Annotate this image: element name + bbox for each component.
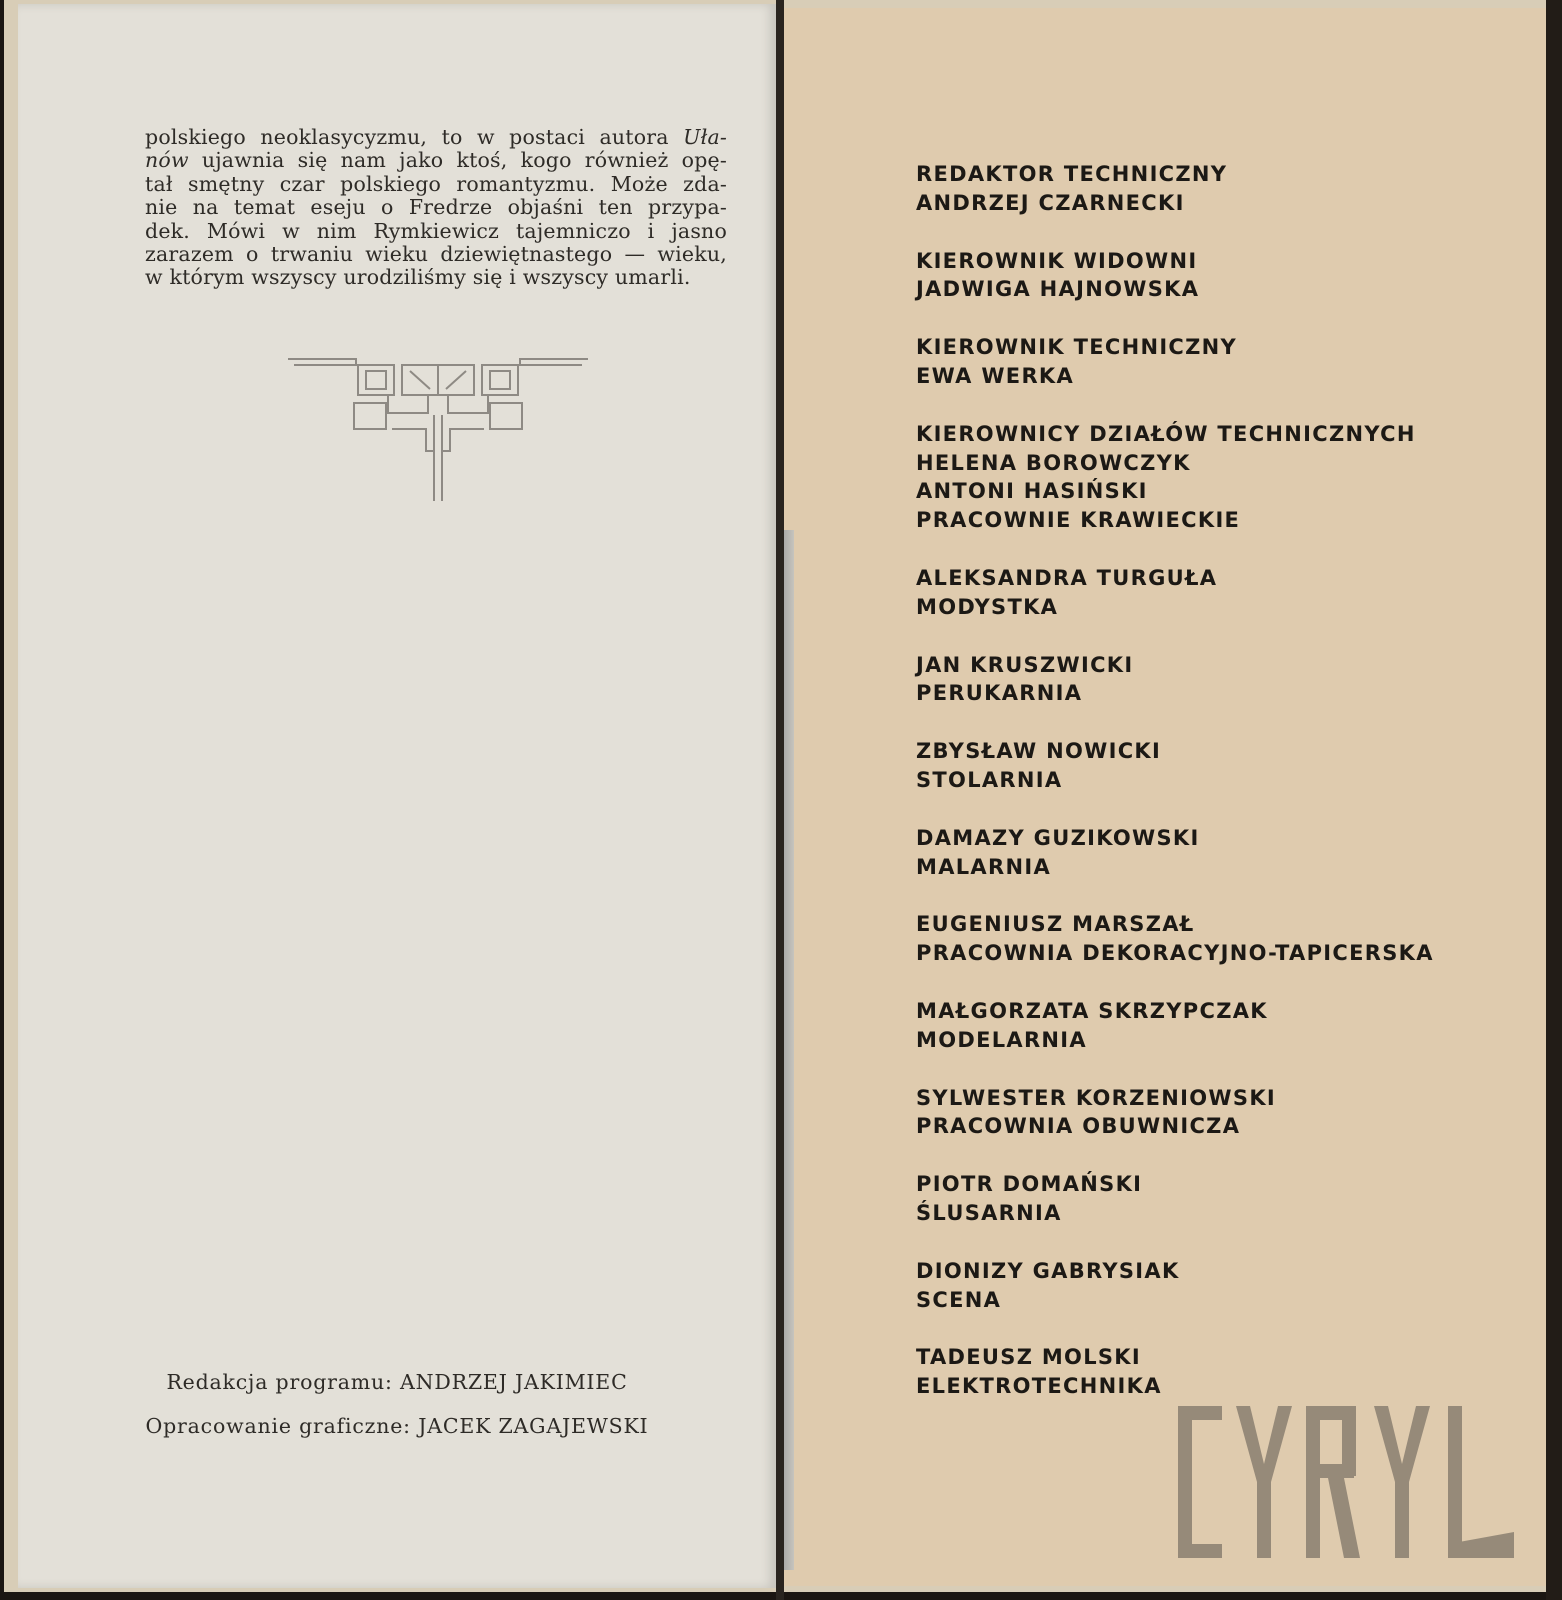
staff-line: STOLARNIA [916,767,1063,792]
staff-line: ALEKSANDRA TURGUŁA [916,565,1218,590]
staff-line: ANTONI HASIŃSKI [916,479,1148,504]
staff-line: JADWIGA HAJNOWSKA [916,277,1200,302]
staff-entry [916,333,1536,391]
staff-line: ŚLUSARNIA [916,1200,1062,1225]
essay-line [145,220,727,243]
essay-line [145,126,727,149]
cyryl-logo-icon [1178,1402,1518,1562]
staff-line: MAŁGORZATA SKRZYPCZAK [916,998,1268,1023]
credit-editor: Redakcja programu: ANDRZEJ JAKIMIEC [166,1370,628,1394]
essay-line-text: nie na temat eseju o Fredrze objaśni ten przypa- [145,195,727,220]
staff-line: PRACOWNIE KRAWIECKIE [916,508,1241,533]
staff-entry [916,997,1536,1055]
essay-line [145,196,727,219]
staff-entry [916,1170,1536,1228]
essay-line [145,243,727,266]
essay-line-text: dek. Mówi w nim Rymkiewicz tajemniczo i jasno [145,218,727,243]
essay-line-italic: Uła- [683,125,727,149]
essay-line-text: zarazem o trwaniu wieku dziewiętnastego — wieku, [145,242,727,267]
staff-entry [916,1084,1536,1142]
staff-line: DAMAZY GUZIKOWSKI [916,825,1200,850]
essay-line-text: w którym wszyscy urodziliśmy się i wszyscy umarli. [145,265,691,290]
staff-entry [916,420,1536,535]
staff-line: KIEROWNICY DZIAŁÓW TECHNICZNYCH [916,421,1416,446]
staff-line: HELENA BOROWCZYK [916,450,1191,475]
staff-role: KIEROWNIK TECHNICZNY [916,335,1238,360]
staff-line: PRACOWNIA OBUWNICZA [916,1114,1241,1139]
staff-line: JAN KRUSZWICKI [916,652,1134,677]
essay-line [145,173,727,196]
staff-list [916,160,1536,1430]
staff-line: DIONIZY GABRYSIAK [916,1258,1180,1283]
essay-line [145,149,727,172]
greek-key-ornament-icon [288,355,588,505]
staff-line: ZBYSŁAW NOWICKI [916,739,1162,764]
staff-entry [916,651,1536,709]
essay-line [145,266,727,289]
essay-line-text: polskiego neoklasycyzmu, to w postaci autora [145,125,684,149]
staff-role: REDAKTOR TECHNICZNY [916,162,1228,186]
staff-line: PIOTR DOMAŃSKI [916,1172,1143,1197]
essay-line-italic: nów [145,148,189,173]
staff-line: SCENA [916,1287,1002,1312]
staff-line: PRACOWNIA DEKORACYJNO-TAPICERSKA [916,941,1434,966]
staff-entry [916,824,1536,882]
staff-line: EWA WERKA [916,363,1075,388]
staff-entry [916,1343,1536,1401]
spine-tape [784,530,794,1570]
staff-entry [916,247,1536,305]
staff-line: TADEUSZ MOLSKI [916,1345,1141,1370]
staff-entry [916,1257,1536,1315]
staff-line: MODELARNIA [916,1027,1087,1052]
right-edge [1546,0,1562,1600]
staff-line: ELEKTROTECHNIKA [916,1374,1162,1399]
spine-gutter [776,0,784,1600]
essay-line-text: ujawnia się nam jako ktoś, kogo również opę- [188,148,727,173]
staff-entry [916,737,1536,795]
staff-entry [916,160,1536,218]
staff-role: KIEROWNIK WIDOWNI [916,248,1198,273]
staff-line: ANDRZEJ CZARNECKI [916,190,1185,215]
essay-line-text: tał smętny czar polskiego romantyzmu. Może zda- [145,171,727,196]
staff-line: EUGENIUSZ MARSZAŁ [916,912,1195,937]
staff-entry [916,910,1536,968]
staff-line: PERUKARNIA [916,681,1083,706]
credit-graphics: Opracowanie graficzne: JACEK ZAGAJEWSKI [145,1414,649,1438]
staff-line: SYLWESTER KORZENIOWSKI [916,1085,1277,1110]
essay-text [145,126,727,290]
staff-line: MALARNIA [916,854,1051,879]
staff-line: MODYSTKA [916,594,1059,619]
staff-entry [916,564,1536,622]
